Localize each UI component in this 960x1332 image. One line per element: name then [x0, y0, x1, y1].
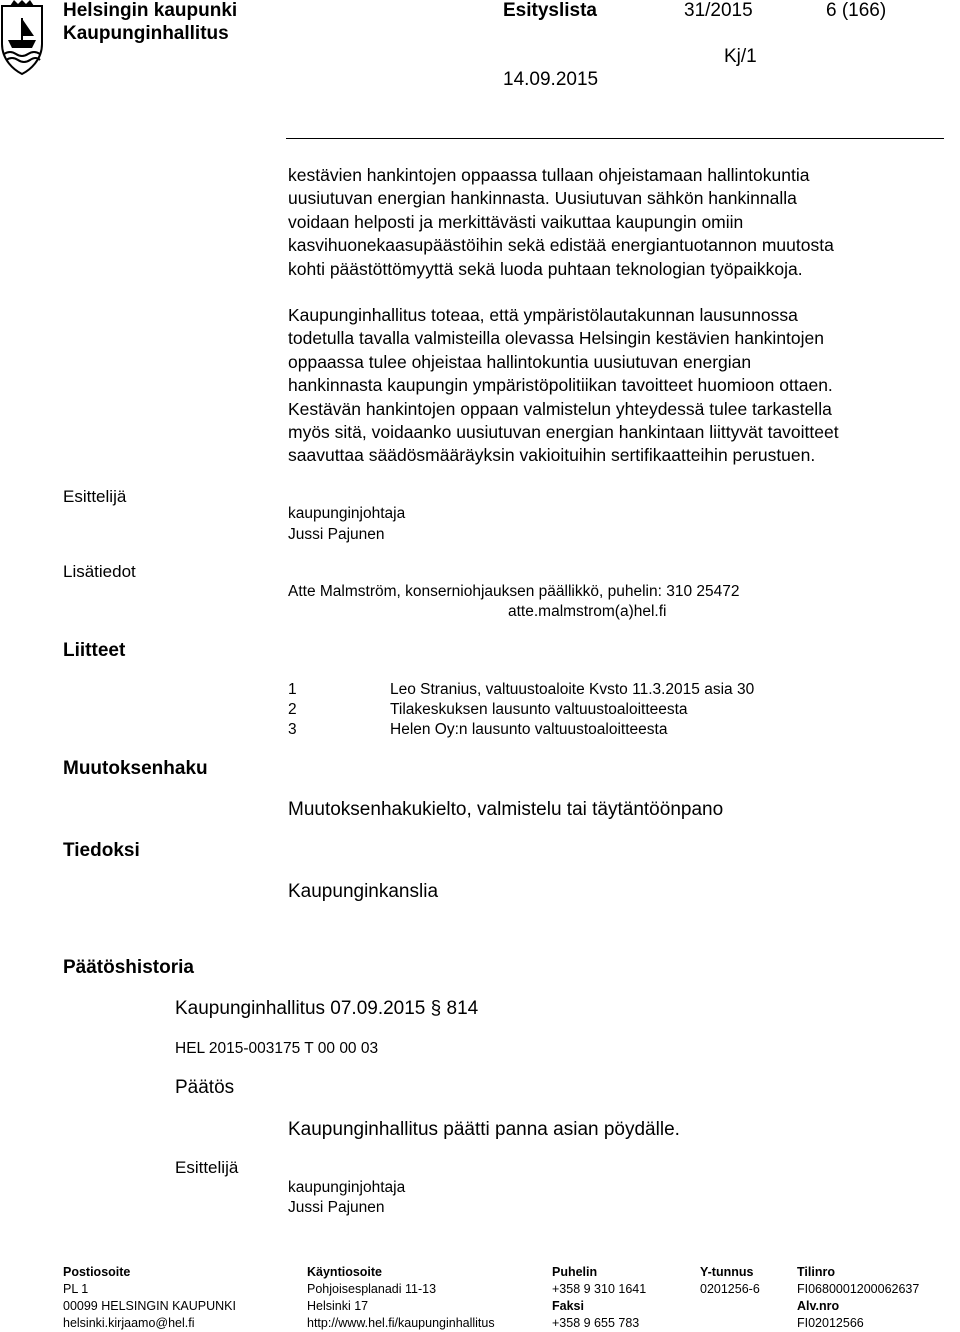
attachment-item[interactable]: Leo Stranius, valtuustoaloite Kvsto 11.3.2015 asia 30 — [390, 681, 755, 698]
organization-name: Helsingin kaupunki — [63, 0, 238, 21]
text-line: oppaassa tulee ohjeistaa hallintokuntia uusiutuvan energian — [288, 351, 752, 372]
history-meeting — [175, 998, 478, 1020]
helsinki-crest-logo — [0, 0, 44, 76]
header-rule — [286, 138, 944, 139]
history-presenter-label: Esittelijä — [175, 1158, 239, 1177]
footer-email[interactable]: helsinki.kirjaamo@hel.fi — [63, 1316, 195, 1330]
meeting-date: 14.09.2015 — [503, 69, 599, 90]
history-decision-text: Kaupunginhallitus päätti panna asian pöydälle. — [288, 1119, 680, 1140]
text-line: kasvihuonekaasupäästöihin sekä edistää energiantuotannon muutosta — [288, 235, 834, 256]
document-type: Esityslista — [503, 0, 597, 21]
footer-link[interactable]: http://www.hel.fi/kaupunginhallitus — [307, 1316, 495, 1330]
presenter-name: Jussi Pajunen — [288, 526, 385, 543]
history-decision-label: Päätös — [175, 1077, 235, 1098]
attachment-item[interactable]: Tilakeskuksen lausunto valtuustoaloitteesta — [390, 701, 688, 718]
attachments-label: Liitteet — [63, 640, 126, 661]
text-line: Kestävän hankintojen oppaan valmistelun yhteydessä tulee tarkastella — [288, 398, 832, 419]
text-line: voidaan helposti ja merkittävästi vaikuttaa kaupungin omiin — [288, 211, 744, 232]
presenter-label: Esittelijä — [63, 487, 127, 506]
history-section: § 814 — [430, 998, 479, 1019]
text-line: kestävien hankintojen oppaassa tullaan ohjeistamaan hallintokuntia — [288, 165, 810, 185]
footer-text: PL 1 — [63, 1282, 89, 1296]
history-presenter-title: kaupunginjohtaja — [288, 1179, 406, 1196]
footer-heading: Faksi — [552, 1299, 584, 1313]
footer-account — [797, 1264, 919, 1332]
footer-phone — [552, 1264, 646, 1332]
text-line: saavuttaa säädösmääräyksin vakioituihin sertifikaatteihin perustuen. — [288, 445, 816, 466]
footer-postal — [63, 1264, 236, 1332]
history-reference: HEL 2015-003175 T 00 00 03 — [175, 1040, 379, 1057]
footer-text: 0201256-6 — [700, 1282, 760, 1296]
footer-heading: Postiosoite — [63, 1265, 131, 1279]
footer-text: Pohjoisesplanadi 11-13 — [307, 1282, 437, 1296]
appeal-label: Muutoksenhaku — [63, 758, 208, 779]
footer-heading: Tilinro — [797, 1265, 835, 1279]
text-line: kohti päästöttömyyttä sekä luoda puhtaan teknologian työpaikkoja. — [288, 258, 803, 279]
footer-text: Helsinki 17 — [307, 1299, 369, 1313]
history-meeting-date: Kaupunginhallitus 07.09.2015 — [175, 998, 426, 1019]
footer-text: FI02012566 — [797, 1316, 864, 1330]
contact-email[interactable]: atte.malmstrom(a)hel.fi — [508, 603, 667, 620]
intro-paragraph — [288, 164, 834, 281]
attachment-number: 2 — [288, 701, 297, 718]
attachment-number: 3 — [288, 721, 297, 738]
info-label: Lisätiedot — [63, 562, 136, 581]
decision-paragraph — [288, 304, 839, 468]
item-code: Kj/1 — [724, 46, 757, 67]
body-name: Kaupunginhallitus — [63, 23, 229, 44]
agenda-number: 31/2015 — [684, 0, 753, 21]
footer-visit — [307, 1264, 495, 1332]
footer-heading: Y-tunnus — [700, 1265, 754, 1279]
notice-text: Kaupunginkanslia — [288, 881, 439, 902]
text-line: myös sitä, voidaanko uusiutuvan energian hankintaan liittyvät tavoitteet — [288, 422, 839, 443]
attachment-number: 1 — [288, 681, 297, 698]
text-line: todetulla tavalla valmisteilla olevassa Helsingin kestävien hankintojen — [288, 328, 824, 349]
history-label: Päätöshistoria — [63, 957, 194, 978]
history-presenter-name: Jussi Pajunen — [288, 1199, 385, 1216]
footer-ytunnus — [700, 1264, 760, 1298]
attachment-item[interactable]: Helen Oy:n lausunto valtuustoaloitteesta — [390, 721, 668, 738]
text-line: uusiutuvan energian hankinnasta. Uusiutuvan sähkön hankinnalla — [288, 188, 797, 209]
presenter-title: kaupunginjohtaja — [288, 505, 406, 522]
contact-line: Atte Malmström, konserniohjauksen päällikkö, puhelin: 310 25472 — [288, 583, 740, 600]
footer-heading: Käyntiosoite — [307, 1265, 383, 1279]
page-number: 6 (166) — [826, 0, 887, 21]
footer-heading: Puhelin — [552, 1265, 598, 1279]
footer-heading: Alv.nro — [797, 1299, 840, 1313]
text-line: hankinnasta kaupungin ympäristöpolitiikan tavoitteet huomioon ottaen. — [288, 375, 833, 396]
appeal-text: Muutoksenhakukielto, valmistelu tai täytäntöönpano — [288, 799, 724, 820]
footer-text: +358 9 655 783 — [552, 1316, 640, 1330]
notice-label: Tiedoksi — [63, 840, 140, 861]
footer-text: 00099 HELSINGIN KAUPUNKI — [63, 1299, 236, 1313]
footer-text: FI0680001200062637 — [797, 1282, 920, 1296]
text-line: Kaupunginhallitus toteaa, että ympäristölautakunnan lausunnossa — [288, 305, 798, 325]
footer-text: +358 9 310 1641 — [552, 1282, 647, 1296]
